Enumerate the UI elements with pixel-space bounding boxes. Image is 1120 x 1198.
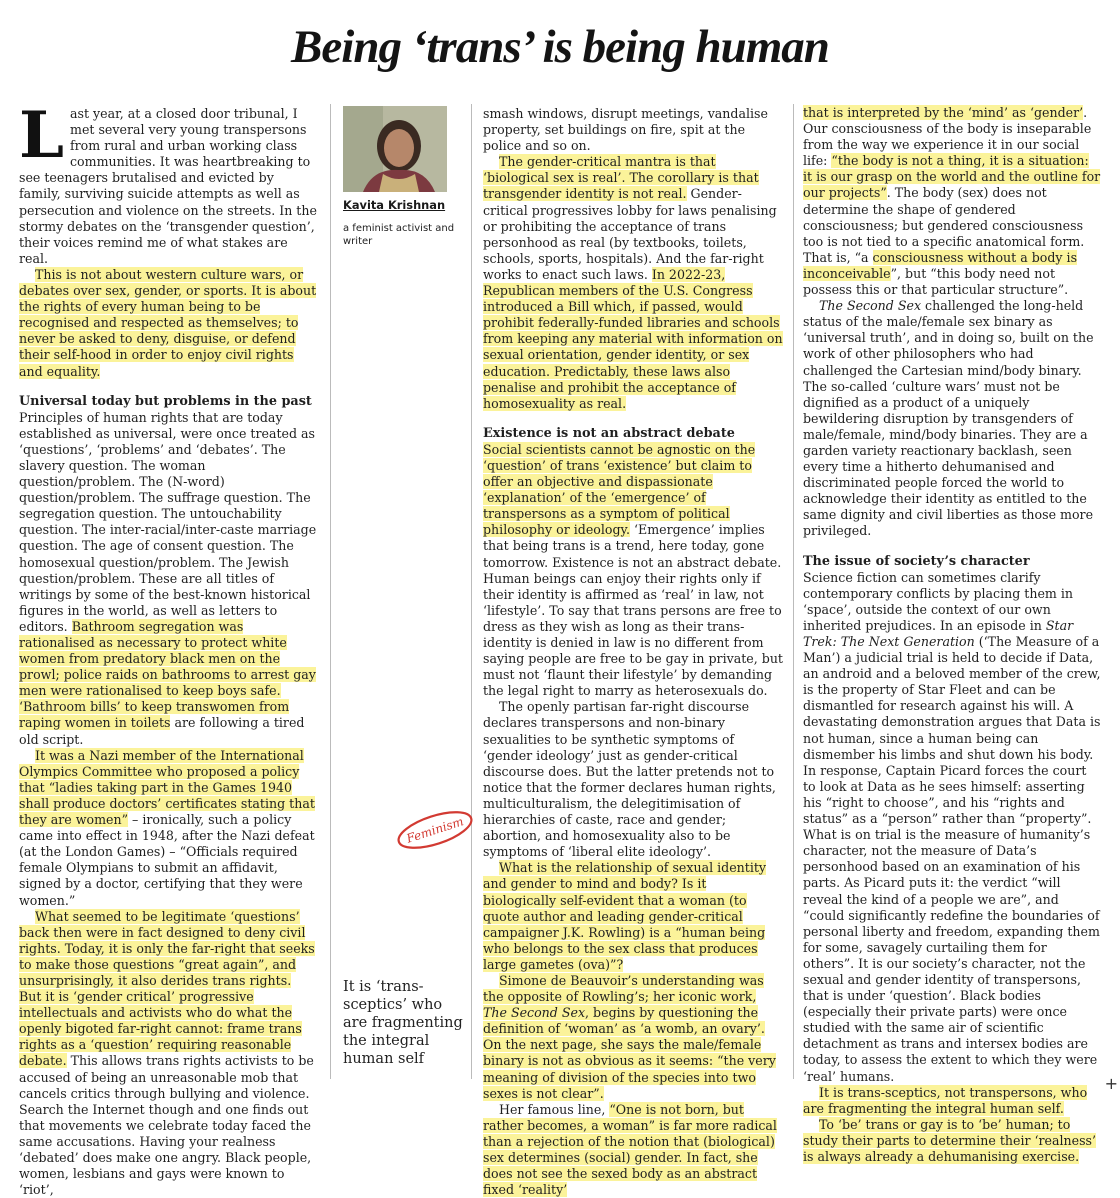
article-column-1 — [19, 98, 317, 1198]
highlighted-text: consciousness without a body is inconceivable — [803, 249, 1078, 281]
text: Principles of human rights that are today established as universal, were once treated as ‘questions’, ‘problems’ and ‘debates’. The slavery question. The woman question/problem. The (N-word) question/problem. The suffrage question. The segregation question. The untouchability question. The inter-racial/inter-caste marriage question. The age of consent question. The homosexual question/problem. The Jewish question/problem. These are all titles of writings by some of the best-known historical figures in the world, as well as letters to editors. — [19, 409, 317, 634]
feminism-stamp — [392, 805, 478, 855]
highlighted-text: It was a Nazi member of the International Olympics Committee who proposed a policy that “ladies taking part in the Games 1940 shall produce doctors’ certificates stating that they are women” — [19, 747, 315, 828]
column-divider — [330, 104, 331, 1079]
text: . The body (sex) does not determine the shape of gendered consciousness; but gendered consciousness too is not tied to a specific anatomical form. That is, “a — [803, 185, 1085, 265]
show-title: Star Trek: The Next Generation — [803, 617, 1074, 649]
text: This allows trans rights activists to be accused of being an unreasonable mob that cancels critics through bullying and violence. Search the Internet though and one finds out that movements we celebrate today faced the same accusations. Having your realness ‘debated’ does make one angry. Black people, women, lesbians and gays were known to ‘riot’, — [19, 1053, 314, 1198]
text: ‘Emergence’ implies that being trans is a trend, here today, gone tomorrow. Existence is not an abstract debate. Human beings can enjoy their rights only if their identity is affirmed as ‘real’ in law, not ‘lifestyle’. To say that trans persons are free to dress as they wish as long as their trans-identity is denied in law is no different from saying people are free to be gay in private, but must not ‘flaunt their lifestyle’ by demanding the legal right to marry as heterosexuals do. — [483, 522, 783, 699]
headline: Being ‘trans’ is being human — [291, 21, 829, 73]
highlighted-text: she says the male/female binary is not as obvious as it seems: “the very meaning of division of the species into two sexes is not clear”. — [483, 1037, 776, 1101]
paragraph — [803, 1085, 1101, 1117]
paragraph — [19, 748, 317, 909]
text: – ironically, such a policy came into effect in 1948, after the Nazi defeat (at the London Games) – “Officials required female Olympians to submit an affidavit, signed by a doctor, certifying that they were women.” — [19, 812, 315, 908]
text: (‘The Measure of a Man’) a judicial trial is held to decide if Data, an android and a beloved member of the crew, is the property of Star Fleet and can be dismantled for research against his will. A devastating demonstration argues that Data is not human, since a human being can dismember his limbs and shut down his body. In response, Captain Picard forces the court to look at Data as he sees himself: asserting his “right to choose”, and his “rights and status” as a “person” rather than “property”. What is on trial is the measure of humanity’s character, not the measure of Data’s personhood based on an examination of his parts. As Picard puts it: the verdict “will reveal the kind of a people we are”, and “could significantly redefine the boundaries of personal liberty and freedom, expanding them for some, savagely curtailing them for others”. It is our society’s character, not the sexual and gender identity of transpersons, that is under ‘question’. Black bodies (especially their private parts) were once studied with the same air of scientific detachment as trans and intersex bodies are today, to assess the extent to which they were ‘real’ humans. — [803, 634, 1101, 1084]
subheading: Universal today but problems in the past — [19, 393, 312, 409]
pull-quote: It is ‘trans-sceptics’ who are fragmenting the integral human self — [343, 979, 463, 1067]
highlighted-text: “the body is not a thing, it is a situation: it is our grasp on the world and the outline for our projects” — [803, 153, 1101, 201]
text: Science fiction can sometimes clarify contemporary conflicts by placing them in ‘space’, outside the context of our own inherited prejudices. In an episode in — [803, 569, 1074, 633]
dropcap: L — [19, 98, 64, 173]
subheading: Existence is not an abstract debate — [483, 425, 735, 441]
highlighted-text: The gender-critical mantra is that ‘biological sex is real’. The corollary is that transgender identity is not real. — [483, 154, 759, 202]
highlighted-text: Simone de Beauvoir’s understanding was the opposite of Rowling’s; her iconic work, — [483, 972, 764, 1005]
paragraph — [483, 442, 783, 700]
paragraph — [803, 105, 1101, 298]
paragraph — [19, 909, 317, 1198]
paragraph — [19, 410, 317, 748]
stamp-label: Feminism — [404, 814, 466, 846]
text: Gender-critical progressives lobby for laws penalising or prohibiting the acceptance of trans personhood as real (by textbooks, toilets, schools, sports, hospitals). And the far-right works to enact such laws. — [483, 186, 777, 282]
highlighted-text: It is trans-sceptics, not transpersons, who are fragmenting the integral human self. — [803, 1084, 1088, 1116]
paragraph — [483, 973, 783, 1102]
paragraph — [803, 570, 1101, 1085]
highlighted-text: To ‘be’ trans or gay is to ‘be’ human; to study their parts to determine their ‘realness’ is always already a dehumanising exercise. — [803, 1116, 1097, 1164]
column-divider — [793, 104, 794, 1079]
article-column-4 — [803, 105, 1101, 1164]
highlighted-text: This is not about western culture wars, or debates over sex, gender, or sports. It is about the rights of every human being to be recognised and respected as themselves; to never be asked to deny, disguise, or defend their self-hood in order to enjoy civil rights and equality. — [19, 266, 317, 379]
author-description: a feminist activist and writer — [343, 223, 455, 247]
column-divider — [471, 104, 472, 1079]
paragraph — [483, 154, 783, 412]
text: ast year, at a closed door tribunal, I met several very young transpersons from rural and urban working class communities. It was heartbreaking to see teenagers brutalised and evicted by family, surviving suicide attempts as well as persecution and violence on the streets. In the stormy debates on the ‘transgender question’, their voices remind me of what stakes are real. — [19, 106, 317, 266]
paragraph — [483, 860, 783, 973]
paragraph: smash windows, disrupt meetings, vandalise property, set buildings on fire, spit at the police and so on. — [483, 106, 768, 154]
highlighted-text: Social scientists cannot be agnostic on the ‘question’ of trans ‘existence’ but claim to offer an objective and dispassionate ‘explanation’ of the ‘emergence’ of transpersons as a symptom of political philosophy or ideology. — [483, 441, 756, 538]
text: ”, but “this body need not possess this or that particular structure”. — [803, 265, 1069, 298]
highlighted-text: , begins by questioning the definition of ‘woman’ as ‘a womb, an ovary’. On the next page, — [483, 1005, 765, 1053]
book-title: The Second Sex — [483, 1005, 586, 1021]
paragraph — [483, 1102, 783, 1198]
author-photo — [343, 106, 447, 192]
article-column-3 — [483, 106, 783, 1198]
text: challenged the long-held status of the male/female sex binary as ‘universal truth’, and in doing so, built on the work of other philosophers who had challenged the Cartesian mind/body binary. The so-called ‘culture wars’ must not be dignified as a product of a uniquely bewildering disruption by transgenders of male/female, mind/body binaries. They are a garden variety reactionary backlash, seen every time a hitherto dehumanised and discriminated people forced the world to acknowledge their identity as entitled to the same dignity and civil liberties as those more privileged. — [803, 298, 1094, 539]
text: are following a tired old script. — [19, 715, 305, 747]
subheading: The issue of society’s character — [803, 553, 1030, 569]
paragraph — [19, 267, 317, 380]
highlighted-text: “One is not born, but rather becomes, a woman” is far more radical than a rejection of the notion that (biological) sex determines (social) gender. In fact, she does not see the sexed body as an abstract fixed ‘reality’ — [483, 1101, 777, 1198]
highlighted-text: What is the relationship of sexual identity and gender to mind and body? Is it biologically self-evident that a woman (to quote author and leading gender-critical campaigner J.K. Rowling) is a “human being who belongs to the sex class that produces large gametes (ova)”? — [483, 860, 767, 972]
author-box — [343, 106, 458, 248]
highlighted-text: In 2022-23, Republican members of the U.S. Congress introduced a Bill which, if passed, would prohibit federally-funded libraries and schools from keeping any material with information on sexual orientation, gender identity, or sex education. Predictably, these laws also penalise and prohibit the acceptance of homosexuality as real. — [483, 266, 783, 411]
paragraph — [19, 98, 317, 267]
author-name: Kavita Krishnan — [343, 198, 446, 212]
text: . Our consciousness of the body is inseparable from the way we experience it in our social life: — [803, 105, 1092, 169]
highlighted-text: that is interpreted by the ‘mind’ as ‘gender’ — [803, 105, 1084, 120]
paragraph — [803, 298, 1101, 539]
highlighted-text: Bathroom segregation was rationalised as necessary to protect white women from predatory black men on the prowl; police raids on bathrooms to arrest gay men were rationalised to keep boys safe. ‘Bathroom bills’ to keep transwomen from raping women in toilets — [19, 618, 316, 731]
crop-mark: + — [1104, 1074, 1118, 1093]
book-title: The Second Sex — [819, 298, 922, 314]
paragraph — [803, 1117, 1101, 1165]
highlighted-text: What seemed to be legitimate ‘questions’ back then were in fact designed to deny civil rights. Today, it is only the far-right that seeks to make those questions “great again”, and unsurprisingly, it also derides trans rights. But it is ‘gender critical’ progressive intellectuals and activists who do what the openly bigoted far-right cannot: frame trans rights as a ‘question’ requiring reasonable debate. — [19, 908, 315, 1069]
text: Her famous line, — [499, 1101, 610, 1117]
paragraph: The openly partisan far-right discourse declares transpersons and non-binary sexualities to be synthetic symptoms of ‘gender ideology’ just as gender-critical discourse does. But the latter pretends not to notice that the former declares human rights, multiculturalism, the delegitimisation of hierarchies of caste, race and gender; abortion, and homosexuality also to be symptoms of ‘liberal elite ideology’. — [483, 699, 776, 860]
